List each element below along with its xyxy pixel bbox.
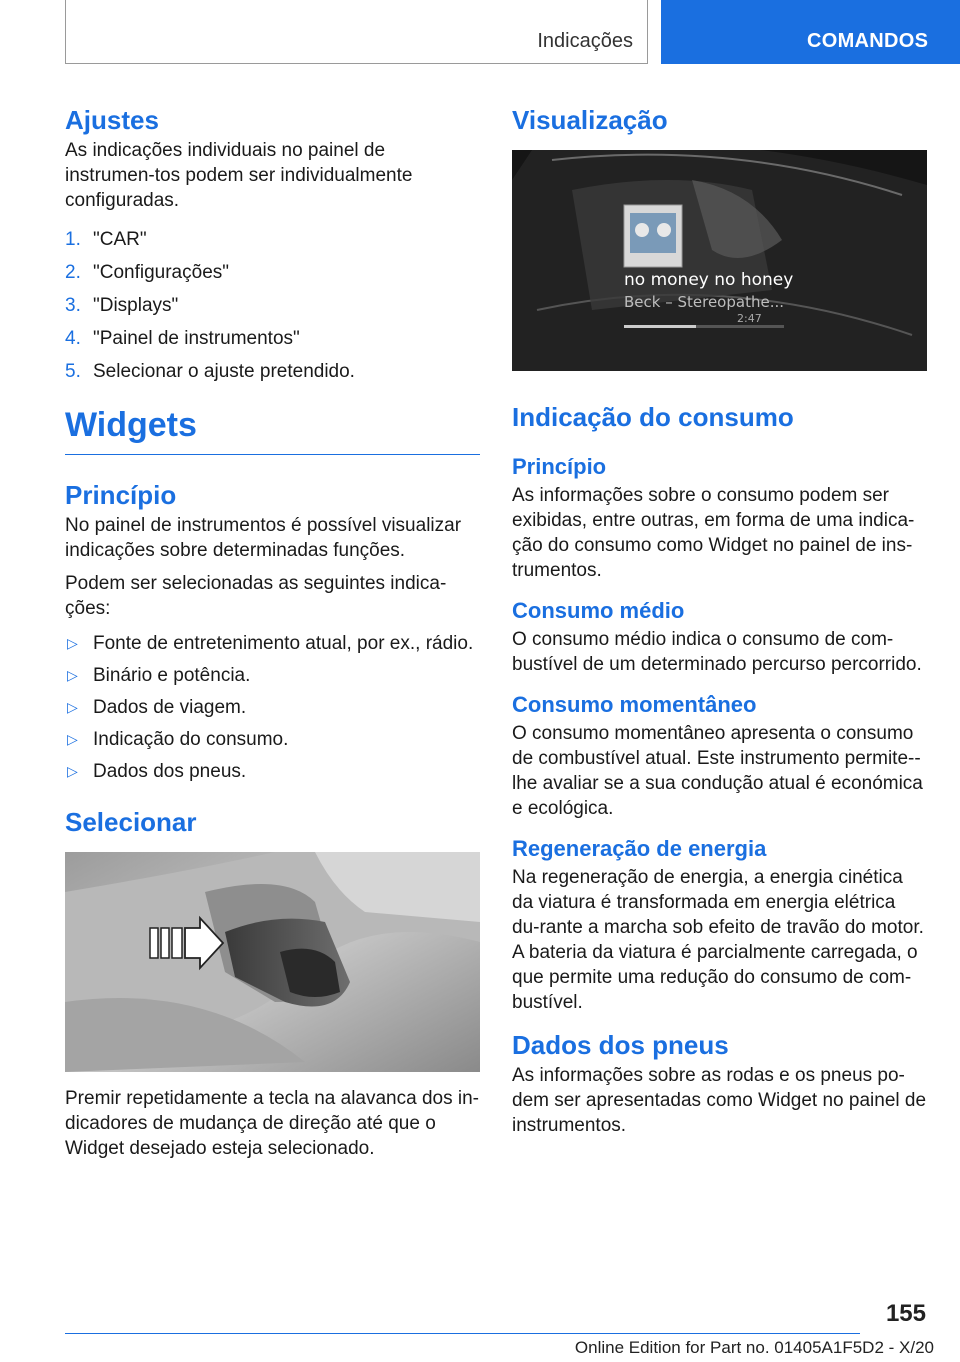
list-item-text: Dados de viagem. — [93, 697, 247, 718]
now-playing-song: no money no honey — [624, 270, 794, 290]
step-item — [65, 359, 480, 384]
step-number: 2. — [65, 262, 81, 283]
footer-divider — [65, 1333, 860, 1334]
principio-text-2: Podem ser selecionadas as seguintes indica-ções: — [65, 573, 447, 619]
display-illustration-svg — [512, 150, 927, 371]
triangle-bullet-icon: ▷ — [67, 667, 78, 683]
right-column — [512, 104, 927, 1138]
triangle-bullet-icon: ▷ — [67, 731, 78, 747]
triangle-bullet-icon: ▷ — [67, 763, 78, 779]
turn-signal-lever-illustration — [65, 852, 480, 1072]
step-text: "CAR" — [93, 229, 147, 250]
step-number: 1. — [65, 229, 81, 250]
widgets-heading: Widgets — [65, 404, 480, 455]
step-number: 4. — [65, 328, 81, 349]
step-text: "Painel de instrumentos" — [93, 328, 300, 349]
list-item-text: Binário e potência. — [93, 665, 251, 686]
step-number: 5. — [65, 361, 81, 382]
page-number: 155 — [885, 1300, 926, 1327]
pneus-text: As informações sobre as rodas e os pneus po-dem ser apresentadas como Widget no painel de instrumentos. — [512, 1065, 927, 1136]
step-text: Selecionar o ajuste pretendido. — [93, 361, 355, 382]
list-item — [65, 759, 480, 784]
selecionar-heading: Selecionar — [65, 807, 197, 837]
step-number: 3. — [65, 295, 81, 316]
step-text: "Configurações" — [93, 262, 230, 283]
consumo-principio-heading: Princípio — [512, 454, 607, 479]
list-item — [65, 631, 480, 656]
list-item-text: Fonte de entretenimento atual, por ex., rádio. — [93, 633, 474, 654]
consumo-heading: Indicação do consumo — [512, 402, 794, 432]
regeneracao-text: Na regeneração de energia, a energia cinética da viatura é transformada em energia elétrica du-rante a marcha sob efeito de travão do motor. A bateria da viatura é parcialmente carregada, o que permite uma redução do consumo de com-bustível. — [512, 867, 924, 1013]
instrument-cluster-display — [512, 150, 927, 371]
list-item — [65, 727, 480, 752]
regeneracao-heading: Regeneração de energia — [512, 836, 767, 861]
playback-progress-fill — [624, 325, 696, 328]
lever-illustration-svg — [65, 852, 480, 1072]
step-item — [65, 260, 480, 285]
now-playing-artist: Beck – Stereopathe... — [624, 293, 784, 311]
header-chapter-tab: COMANDOS — [661, 0, 960, 64]
consumo-medio-text: O consumo médio indica o consumo de com-bustível de um determinado percurso percorrido. — [512, 629, 922, 675]
consumo-principio-text: As informações sobre o consumo podem ser exibidas, entre outras, em forma de uma indica-ção do consumo como Widget no painel de ins-trumentos. — [512, 485, 915, 581]
list-item — [65, 663, 480, 688]
footer-edition: Online Edition for Part no. 01405A1F5D2 - X/20 — [574, 1338, 934, 1357]
ajustes-steps — [65, 227, 480, 384]
header-section-box — [65, 0, 648, 64]
header-section-title: Indicações — [537, 30, 633, 52]
left-column — [65, 104, 480, 1161]
step-text: "Displays" — [93, 295, 179, 316]
list-item — [65, 695, 480, 720]
list-item-text: Dados dos pneus. — [93, 761, 247, 782]
triangle-bullet-icon: ▷ — [67, 699, 78, 715]
step-item — [65, 227, 480, 252]
consumo-medio-heading: Consumo médio — [512, 598, 685, 623]
step-item — [65, 326, 480, 351]
ajustes-heading: Ajustes — [65, 105, 159, 135]
list-item-text: Indicação do consumo. — [93, 729, 289, 750]
widget-options-list — [65, 631, 480, 784]
consumo-momentaneo-text: O consumo momentâneo apresenta o consumo de combustível atual. Este instrumento permite--lhe avaliar se a sua condução atual é económica e ecológica. — [512, 723, 923, 819]
principio-heading: Princípio — [65, 480, 177, 510]
ajustes-text: As indicações individuais no painel de instrumen-tos podem ser individualmente configuradas. — [65, 140, 413, 211]
principio-text-1: No painel de instrumentos é possível visualizar indicações sobre determinadas funções. — [65, 515, 462, 561]
triangle-bullet-icon: ▷ — [67, 635, 78, 651]
consumo-momentaneo-heading: Consumo momentâneo — [512, 692, 757, 717]
selecionar-text: Premir repetidamente a tecla na alavanca dos in-dicadores de mudança de direção até que o Widget desejado esteja selecionado. — [65, 1088, 480, 1159]
pneus-heading: Dados dos pneus — [512, 1030, 729, 1060]
visualizacao-heading: Visualização — [512, 105, 668, 135]
playback-time: 2:47 — [737, 312, 762, 325]
step-item — [65, 293, 480, 318]
